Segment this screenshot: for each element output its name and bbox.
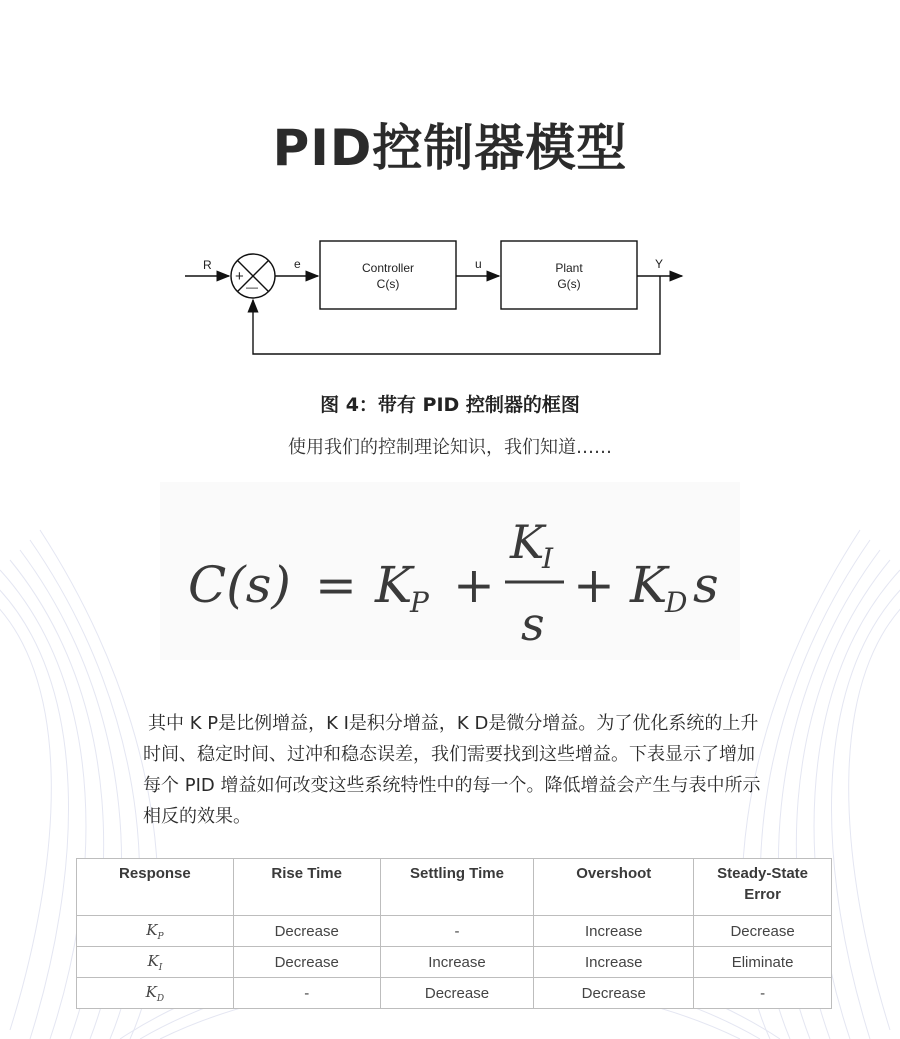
table-cell: -	[233, 978, 380, 1009]
plant-tf: G(s)	[557, 277, 581, 291]
page-title: PID控制器模型	[272, 119, 628, 177]
table-cell: -	[380, 916, 534, 947]
header-response: Response	[77, 859, 234, 916]
header-rise-time: Rise Time	[233, 859, 380, 916]
table-cell: Decrease	[380, 978, 534, 1009]
formula-kd: K	[630, 556, 668, 614]
controller-tf: C(s)	[376, 277, 400, 291]
table-cell: Increase	[534, 916, 694, 947]
header-overshoot: Overshoot	[534, 859, 694, 916]
formula-lhs: C(s)	[188, 556, 291, 614]
controller-title: Controller	[361, 261, 415, 275]
formula-ki: K	[510, 515, 545, 569]
table-cell: Decrease	[694, 916, 832, 947]
plant-block	[501, 241, 637, 309]
pid-formula	[160, 482, 740, 660]
formula-kd-var: s	[693, 556, 719, 614]
error-label: e	[294, 257, 301, 271]
intro-text: 使用我们的控制理论知识，我们知道……	[288, 437, 612, 458]
table-cell: -	[694, 978, 832, 1009]
formula-plus-1: +	[453, 556, 495, 614]
paragraph-line: 相反的效果。	[143, 806, 251, 827]
header-steady-state-error	[694, 859, 832, 916]
table-cell: Increase	[380, 947, 534, 978]
row-gain-ki: $K_I$	[77, 947, 234, 978]
table-cell: Decrease	[534, 978, 694, 1009]
row-gain-kp: $K_P$	[77, 916, 234, 947]
table-row	[77, 916, 832, 947]
control-label: u	[475, 257, 482, 271]
input-label: R	[203, 258, 212, 272]
pid-block-diagram	[180, 230, 700, 370]
formula-plus-2: +	[573, 556, 615, 614]
table-row	[77, 947, 832, 978]
explanation-paragraph	[143, 708, 768, 832]
figure-caption: 图 4：带有 PID 控制器的框图	[320, 394, 580, 416]
table-header-row	[77, 859, 832, 916]
paragraph-line: 时间、稳定时间、过冲和稳态误差，我们需要找到这些增益。下表显示了增加	[143, 744, 755, 765]
formula-panel	[160, 482, 740, 660]
formula-denominator: s	[521, 597, 545, 651]
formula-kd-sub: D	[665, 586, 688, 619]
formula-equals: =	[315, 556, 357, 614]
output-label: Y	[655, 257, 664, 271]
controller-block	[320, 241, 456, 309]
formula-ki-sub: I	[542, 542, 554, 575]
formula-kp: K	[375, 556, 413, 614]
table-cell: Decrease	[233, 916, 380, 947]
row-gain-kd: $K_D$	[77, 978, 234, 1009]
formula-kp-sub: P	[410, 586, 429, 619]
plant-title: Plant	[555, 261, 583, 275]
sum-plus: +	[235, 268, 244, 285]
pid-effects-table	[76, 858, 832, 1009]
table-cell: Increase	[534, 947, 694, 978]
header-steady-state-line1: Steady-State	[717, 865, 809, 882]
header-steady-state-line2: Error	[744, 886, 781, 903]
table-row	[77, 978, 832, 1009]
sum-minus: —	[246, 280, 258, 294]
table-cell: Eliminate	[694, 947, 832, 978]
paragraph-line: 其中 K P是比例增益，K I是积分增益，K D是微分增益。为了优化系统的上升	[148, 713, 759, 734]
header-settling-time: Settling Time	[380, 859, 534, 916]
table-cell: Decrease	[233, 947, 380, 978]
paragraph-line: 每个 PID 增益如何改变这些系统特性中的每一个。降低增益会产生与表中所示	[143, 775, 761, 796]
